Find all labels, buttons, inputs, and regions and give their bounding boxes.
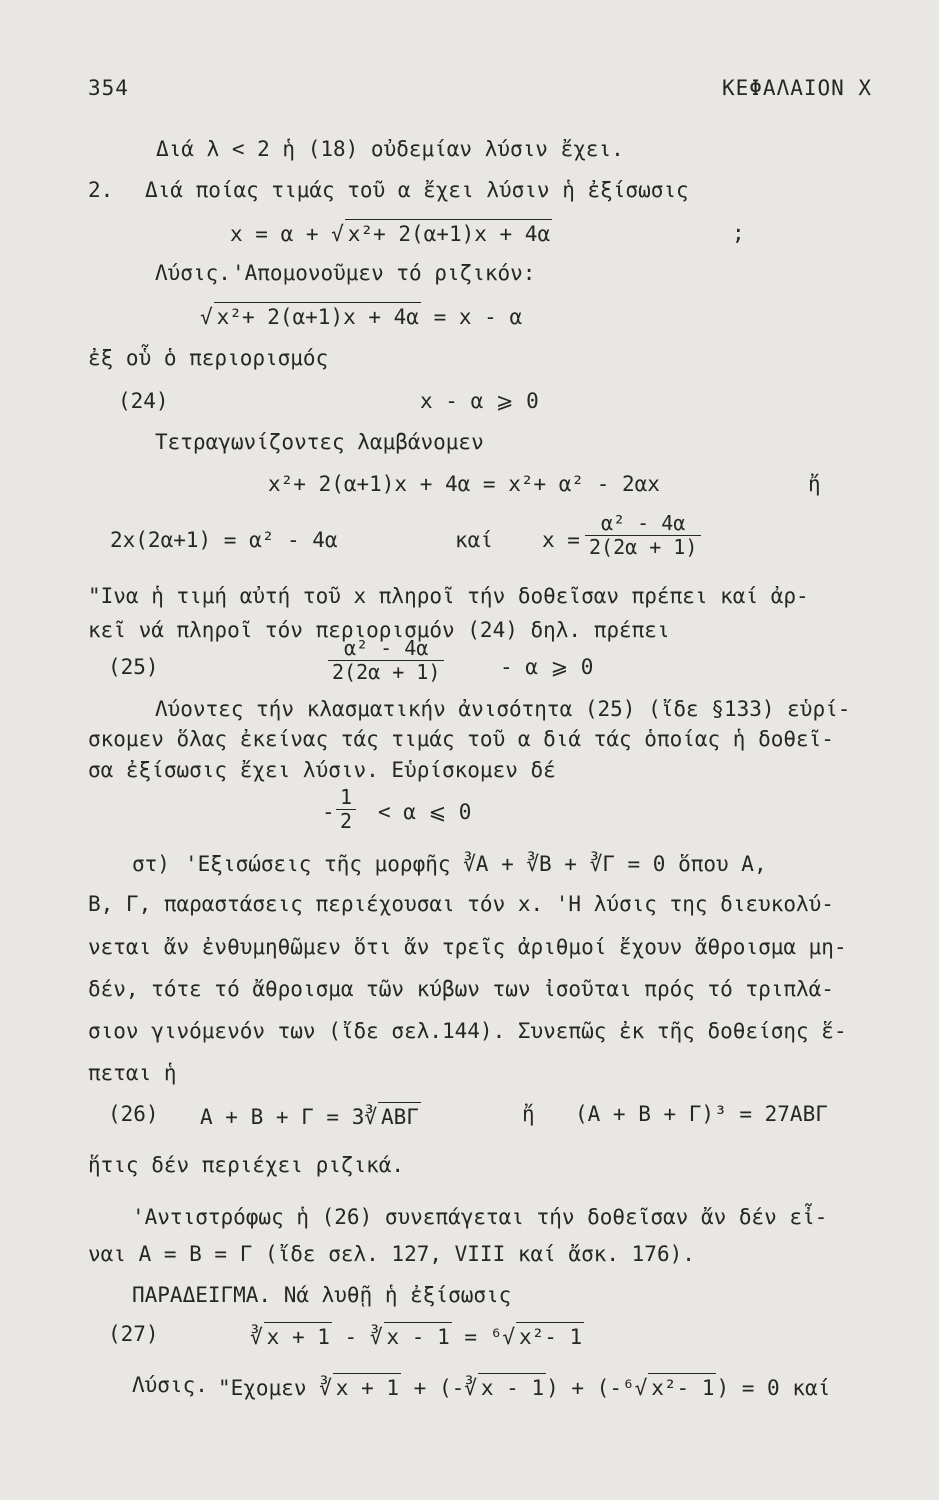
equation xyxy=(200,1102,421,1129)
page-number: 354 xyxy=(88,76,129,100)
fraction xyxy=(328,637,444,684)
text-line: Λύοντες τήν κλασματικήν ἀνισότητα (25) (ἴδε §133) εὑρί- xyxy=(155,697,851,721)
text-line: 'Εξισώσεις τῆς μορφῆς ∛A + ∛B + ∛Γ = 0 ὅπου A, xyxy=(185,852,767,876)
fraction xyxy=(336,786,356,833)
text-line: πεται ἡ xyxy=(88,1061,177,1085)
equation-part: = x - α xyxy=(433,305,523,329)
equation xyxy=(250,1322,584,1349)
conjunction: ἤ xyxy=(522,1102,535,1126)
radicand: x²+ 2(α+1)x + 4α xyxy=(214,302,421,329)
solution-label: Λύσις. xyxy=(132,1373,208,1397)
text-line: 'Απομονοῦμεν τό ριζικόν: xyxy=(232,261,536,285)
equation-number: (24) xyxy=(118,389,169,413)
text-line: σα ἐξίσωσις ἔχει λύσιν. Εὑρίσκομεν δέ xyxy=(88,758,556,782)
equation xyxy=(218,1373,830,1400)
equation-part: x = α + √ xyxy=(230,222,344,246)
numerator: α² - 4α xyxy=(601,511,686,535)
root-sign: √ xyxy=(200,305,213,329)
equation: 2x(2α+1) = α² - 4α xyxy=(110,528,338,552)
radicand: x - 1 xyxy=(478,1373,546,1400)
text-line: σιον γινόμενόν των (ἴδε σελ.144). Συνεπῶς ἐκ τῆς δοθείσης ἕ- xyxy=(88,1019,847,1043)
denominator: 2(2α + 1) xyxy=(328,660,444,684)
text-line: Διά ποίας τιμάς τοῦ α ἔχει λύσιν ἡ ἐξίσωσις xyxy=(145,178,689,202)
radicand: x²- 1 xyxy=(516,1322,584,1349)
minus-sign: - xyxy=(344,1325,358,1349)
equation-part: A + B + Γ = 3∛ xyxy=(200,1105,378,1129)
equation: x²+ 2(α+1)x + 4α = x²+ α² - 2αx xyxy=(268,472,660,496)
section-label: στ) xyxy=(132,852,170,876)
fraction xyxy=(585,512,701,559)
numerator: α² - 4α xyxy=(344,636,429,660)
text-line: ἐξ οὗ ὁ περιορισμός xyxy=(88,346,329,370)
equation-part: < α ⩽ 0 xyxy=(378,800,472,824)
root-sign: ⁶√ xyxy=(489,1325,515,1349)
radicand: x + 1 xyxy=(333,1373,401,1400)
radicand: ΑΒΓ xyxy=(378,1102,421,1129)
equation-part: "Εχομεν ∛ xyxy=(218,1376,332,1400)
equation-number: (27) xyxy=(108,1322,159,1346)
equals-sign: = xyxy=(464,1325,478,1349)
equation xyxy=(200,302,522,329)
radicand: x²+ 2(α+1)x + 4α xyxy=(345,219,552,246)
conjunction: ἤ xyxy=(808,472,821,496)
equation-part: ) + (-⁶√ xyxy=(546,1376,648,1400)
text-line: δέν, τότε τό ἄθροισμα τῶν κύβων των ἰσοῦται πρός τό τριπλά- xyxy=(88,977,834,1001)
text-line: κεῖ νά πληροῖ τόν περιορισμόν (24) δηλ. πρέπει xyxy=(88,618,670,642)
root-sign: ∛ xyxy=(250,1325,263,1349)
numerator: 1 xyxy=(340,785,353,809)
text-line: Διά λ < 2 ἡ (18) οὐδεμίαν λύσιν ἔχει. xyxy=(156,137,624,161)
text-line: B, Γ, παραστάσεις περιέχουσαι τόν x. 'Η λύσις της διευκολύ- xyxy=(88,892,834,916)
solution-label: Λύσις. xyxy=(155,261,231,285)
text-line: Τετραγωνίζοντες λαμβάνομεν xyxy=(155,430,484,454)
problem-number: 2. xyxy=(88,178,114,202)
denominator: 2 xyxy=(336,809,356,833)
equation-part: + (-∛ xyxy=(413,1376,477,1400)
text-line: νεται ἄν ἐνθυμηθῶμεν ὅτι ἄν τρεῖς ἀριθμοί ἔχουν ἄθροισμα μη- xyxy=(88,935,847,959)
text-line: "Ινα ἡ τιμή αὐτή τοῦ x πληροῖ τήν δοθεῖσαν πρέπει καί ἀρ- xyxy=(88,584,809,608)
radicand: x - 1 xyxy=(384,1322,452,1349)
semicolon: ; xyxy=(732,221,745,245)
equation-number: (25) xyxy=(108,655,159,679)
equation: (A + B + Γ)³ = 27ΑΒΓ xyxy=(575,1102,828,1126)
root-sign: ∛ xyxy=(369,1325,383,1349)
equation-number: (26) xyxy=(108,1102,159,1126)
text-line: σκομεν ὅλας ἐκείνας τάς τιμάς τοῦ α διά τάς ὁποίας ἡ δοθεῖ- xyxy=(88,727,834,751)
radicand: x + 1 xyxy=(264,1322,332,1349)
example-heading: ΠΑΡΑΔΕΙΓΜΑ. Νά λυθῇ ἡ ἐξίσωσις xyxy=(132,1283,512,1307)
equation: x - α ⩾ 0 xyxy=(420,389,539,413)
denominator: 2(2α + 1) xyxy=(585,535,701,559)
text-line: ἥτις δέν περιέχει ριζικά. xyxy=(88,1153,405,1177)
text-line: 'Αντιστρόφως ἡ (26) συνεπάγεται τήν δοθεῖσαν ἄν δέν εἶ- xyxy=(132,1205,828,1229)
chapter-heading: ΚΕΦΑΛΑΙΟΝ Χ xyxy=(722,76,873,100)
text-line: ναι A = B = Γ (ἴδε σελ. 127, VIII καί ἄσκ. 176). xyxy=(88,1242,695,1266)
equation-part: x = xyxy=(542,528,580,552)
radicand: x²- 1 xyxy=(648,1373,716,1400)
equation-part: - α ⩾ 0 xyxy=(500,655,594,679)
equation xyxy=(230,219,552,246)
equation-part: ) = 0 καί xyxy=(716,1376,831,1400)
minus-sign: - xyxy=(322,800,335,824)
conjunction: καί xyxy=(455,528,493,552)
